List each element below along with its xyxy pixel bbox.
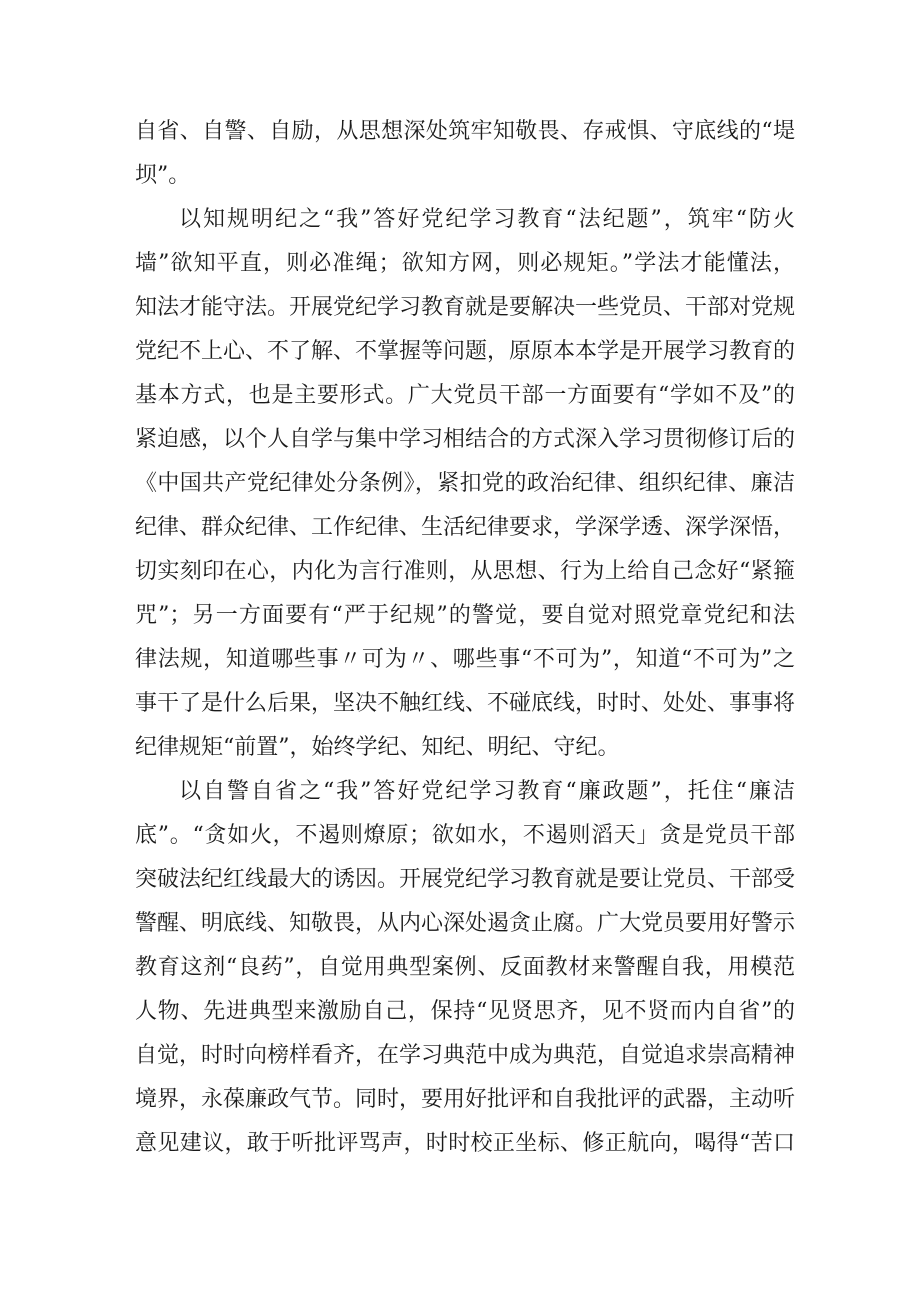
text-line: 教育这剂“良药”，自觉用典型案例、反面教材来警醒自我，用模范 — [135, 955, 795, 980]
text-line: 基本方式，也是主要形式。广大党员干部一方面要有“学如不及”的 — [135, 383, 795, 408]
text-line: 党纪不上心、不了解、不掌握等问题，原原本本学是开展学习教育的 — [135, 339, 796, 364]
text-line: 突破法纪红线最大的诱因。开展党纪学习教育就是要让党员、干部受 — [135, 867, 796, 892]
text-line: 自省、自警、自励，从思想深处筑牢知敬畏、存戒惧、守底线的“堤 — [135, 119, 795, 144]
text-line: 自觉，时时向榜样看齐，在学习典范中成为典范，自觉追求崇高精神 — [135, 1043, 796, 1068]
text-line: 人物、先进典型来激励自己，保持“见贤思齐，见不贤而内自省”的 — [135, 999, 795, 1024]
text-line: 墙”欲知平直，则必准绳；欲知方网，则必规矩。”学法才能懂法， — [135, 251, 795, 276]
text-line: 底”。“贪如火，不遏则燎原；欲如水，不遏则滔天」贪是党员干部 — [135, 823, 795, 848]
text-line: 律法规，知道哪些事〃可为〃、哪些事“不可为”，知道“不可为”之 — [135, 647, 795, 672]
text-line: 切实刻印在心，内化为言行准则，从思想、行为上给自己念好“紧箍 — [135, 559, 795, 584]
text-line: 纪律规矩“前置”，始终学纪、知纪、明纪、守纪。 — [135, 735, 620, 760]
text-line: 纪律、群众纪律、工作纪律、生活纪律要求，学深学透、深学深悟， — [135, 515, 796, 540]
paragraph-first-line: 以知规明纪之“我”答好党纪学习教育“法纪题”，筑牢“防火 — [179, 207, 795, 232]
paragraph-first-line: 以自警自省之“我”答好党纪学习教育“廉政题”，托住“廉洁 — [179, 779, 795, 804]
text-line: 《中国共产党纪律处分条例》，紧扣党的政治纪律、组织纪律、廉洁 — [135, 471, 795, 496]
text-line: 知法才能守法。开展党纪学习教育就是要解决一些党员、干部对党规 — [135, 295, 796, 320]
text-line: 事干了是什么后果，坚决不触红线、不碰底线，时时、处处、事事将 — [135, 691, 796, 716]
text-line: 坝”。 — [135, 163, 191, 188]
text-line: 境界，永葆廉政气节。同时，要用好批评和自我批评的武器，主动听 — [135, 1087, 796, 1112]
text-line: 紧迫感，以个人自学与集中学习相结合的方式深入学习贯彻修订后的 — [135, 427, 796, 452]
text-line: 意见建议，敢于听批评骂声，时时校正坐标、修正航向，喝得“苦口 — [135, 1131, 795, 1156]
text-line: 咒”；另一方面要有“严于纪规”的警觉，要自觉对照党章党纪和法 — [135, 603, 795, 628]
text-line: 警醒、明底线、知敬畏，从内心深处遏贪止腐。广大党员要用好警示 — [135, 911, 796, 936]
